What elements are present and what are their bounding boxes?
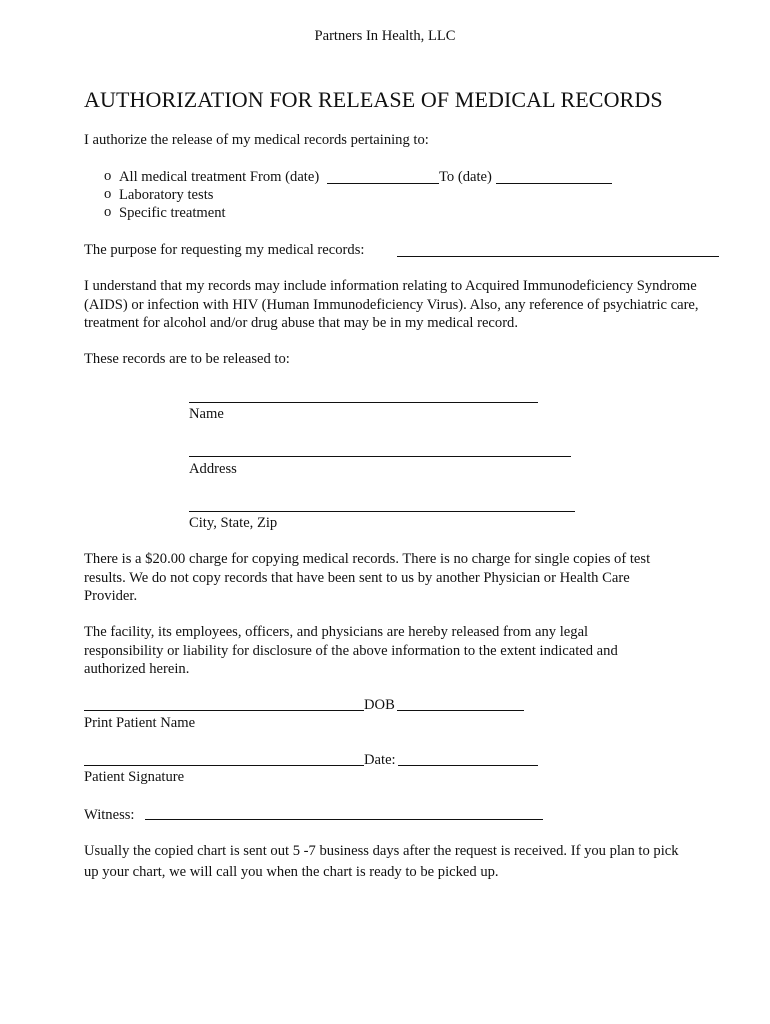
dob-field[interactable] <box>397 710 524 711</box>
option-bullet: o <box>104 168 112 184</box>
recipient-address-field[interactable] <box>189 456 571 457</box>
option-bullet: o <box>104 186 112 202</box>
witness-label: Witness: <box>84 807 135 823</box>
company-name: Partners In Health, LLC <box>314 28 456 44</box>
recipient-city-field[interactable] <box>189 511 575 512</box>
form-title: AUTHORIZATION FOR RELEASE OF MEDICAL RECORDS <box>84 87 663 112</box>
release-paragraph: The facility, its employees, officers, and physicians are hereby released from any legal responsibility or liability for disclosure of the above information to the extent indicated and authorized herein. <box>84 624 618 678</box>
from-date-field[interactable] <box>327 183 439 184</box>
purpose-field[interactable] <box>397 256 719 257</box>
intro-text: I authorize the release of my medical records pertaining to: <box>84 132 429 148</box>
option-all-treatment-label: All medical treatment From (date) <box>119 169 320 185</box>
released-to-label: These records are to be released to: <box>84 351 290 367</box>
option-specific-treatment: Specific treatment <box>119 205 226 221</box>
patient-signature-label: Patient Signature <box>84 769 185 785</box>
dob-label: DOB <box>364 697 395 713</box>
footer-note: Usually the copied chart is sent out 5 -7 business days after the request is received. If you plan to pick up your chart, we will call you when the chart is ready to be picked up. <box>84 843 679 880</box>
signature-date-field[interactable] <box>398 765 538 766</box>
recipient-city-label: City, State, Zip <box>189 515 278 531</box>
print-patient-name-field[interactable] <box>84 710 364 711</box>
witness-field[interactable] <box>145 819 543 820</box>
recipient-name-label: Name <box>189 406 224 422</box>
patient-signature-field[interactable] <box>84 765 364 766</box>
purpose-label: The purpose for requesting my medical records: <box>84 242 365 258</box>
to-date-field[interactable] <box>496 183 612 184</box>
option-bullet: o <box>104 204 112 220</box>
charge-paragraph: There is a $20.00 charge for copying medical records. There is no charge for single copies of test results. We do not copy records that have been sent to us by another Physician or Health Care Provider. <box>84 551 651 605</box>
date-label: Date: <box>364 752 396 768</box>
option-laboratory-tests: Laboratory tests <box>119 187 214 203</box>
to-date-label: To (date) <box>439 169 492 185</box>
print-patient-name-label: Print Patient Name <box>84 715 196 731</box>
recipient-address-label: Address <box>189 461 237 477</box>
recipient-name-field[interactable] <box>189 402 538 403</box>
hiv-disclosure-paragraph: I understand that my records may include information relating to Acquired Immunodeficiency Syndrome (AIDS) or infection with HIV (Human Immunodeficiency Virus). Also, any reference of psychiatric care, treatment for alcohol and/or drug abuse that may be in my medical record. <box>84 278 699 332</box>
